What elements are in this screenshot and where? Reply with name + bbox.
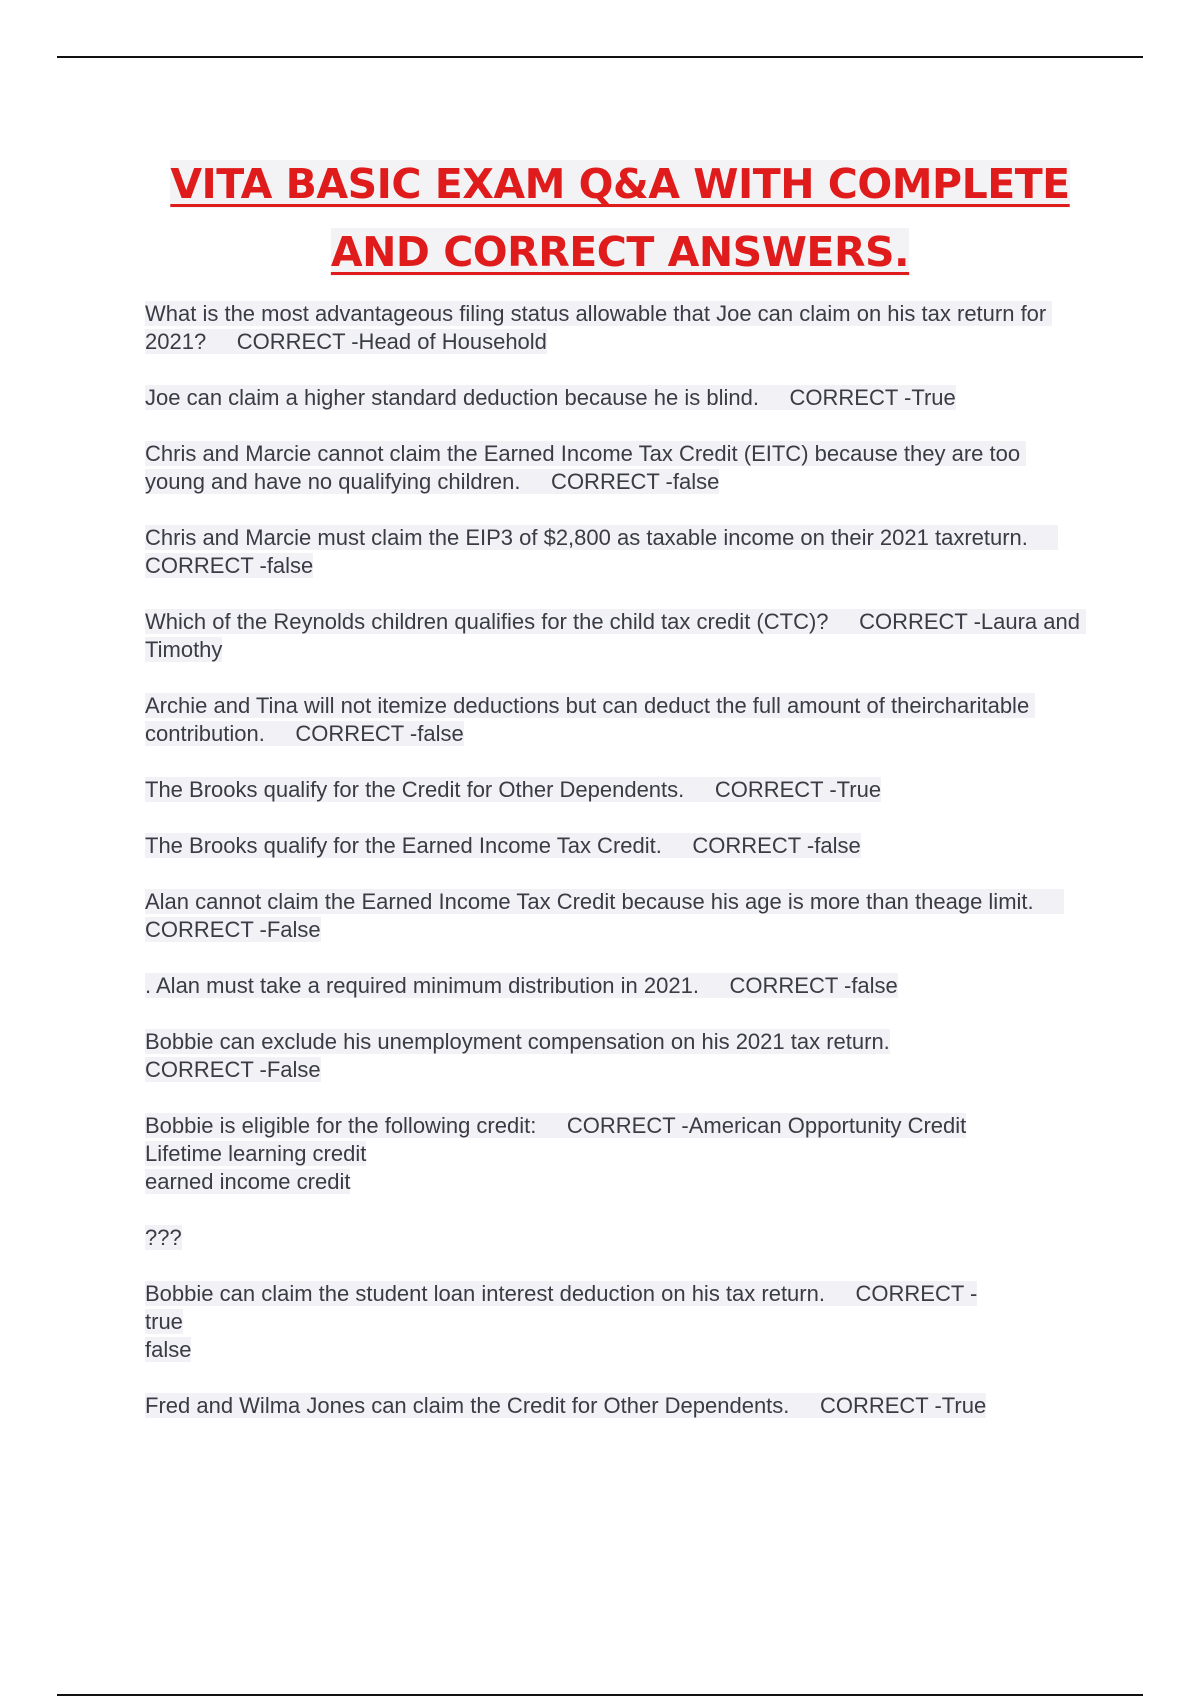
qa-item <box>145 1112 1080 1196</box>
qa-text: Alan cannot claim the Earned Income Tax Credit because his age is more than theage limit. CORRECT -False <box>145 889 1065 942</box>
qa-text: Chris and Marcie cannot claim the Earned Income Tax Credit (EITC) because they are too young and have no qualifying children. CORRECT -false <box>145 441 1027 494</box>
qa-text: . Alan must take a required minimum distribution in 2021. CORRECT -false <box>145 973 898 998</box>
qa-item <box>145 692 1080 748</box>
qa-text: What is the most advantageous filing status allowable that Joe can claim on his tax return for 2021? CORRECT -Head of Household <box>145 301 1053 354</box>
qa-item <box>145 384 1080 412</box>
qa-text: ??? <box>145 1225 182 1250</box>
qa-item <box>145 524 1080 580</box>
qa-list <box>145 300 1086 1448</box>
qa-item <box>145 1392 1080 1420</box>
title-line-2: AND CORRECT ANSWERS. <box>330 228 910 276</box>
qa-item <box>145 832 1080 860</box>
qa-text: Bobbie can claim the student loan interest deduction on his tax return. CORRECT - true false <box>145 1281 978 1362</box>
qa-text: Chris and Marcie must claim the EIP3 of $2,800 as taxable income on their 2021 taxreturn. CORRECT -false <box>145 525 1059 578</box>
qa-item <box>145 776 1080 804</box>
document-title <box>150 150 1090 286</box>
qa-item <box>145 1028 1080 1084</box>
qa-text: The Brooks qualify for the Credit for Other Dependents. CORRECT -True <box>145 777 882 802</box>
qa-text: Bobbie is eligible for the following credit: CORRECT -American Opportunity Credit Lifetime learning credit earned income credit <box>145 1113 967 1194</box>
qa-text: Archie and Tina will not itemize deductions but can deduct the full amount of theircharitable contribution. CORRECT -false <box>145 693 1036 746</box>
title-line-1: VITA BASIC EXAM Q&A WITH COMPLETE <box>170 160 1070 208</box>
qa-item <box>145 888 1080 944</box>
qa-text: Bobbie can exclude his unemployment compensation on his 2021 tax return. CORRECT -False <box>145 1029 890 1082</box>
qa-text: Which of the Reynolds children qualifies for the child tax credit (CTC)? CORRECT -Laura and Timothy <box>145 609 1086 662</box>
qa-text: Fred and Wilma Jones can claim the Credit for Other Dependents. CORRECT -True <box>145 1393 987 1418</box>
qa-item <box>145 440 1080 496</box>
bottom-rule <box>57 1694 1143 1696</box>
qa-text: Joe can claim a higher standard deduction because he is blind. CORRECT -True <box>145 385 956 410</box>
qa-item <box>145 1224 1080 1252</box>
qa-item <box>145 972 1080 1000</box>
qa-item <box>145 608 1086 664</box>
qa-text: The Brooks qualify for the Earned Income Tax Credit. CORRECT -false <box>145 833 861 858</box>
qa-item <box>145 1280 1080 1364</box>
qa-item <box>145 300 1080 356</box>
top-rule <box>57 56 1143 58</box>
